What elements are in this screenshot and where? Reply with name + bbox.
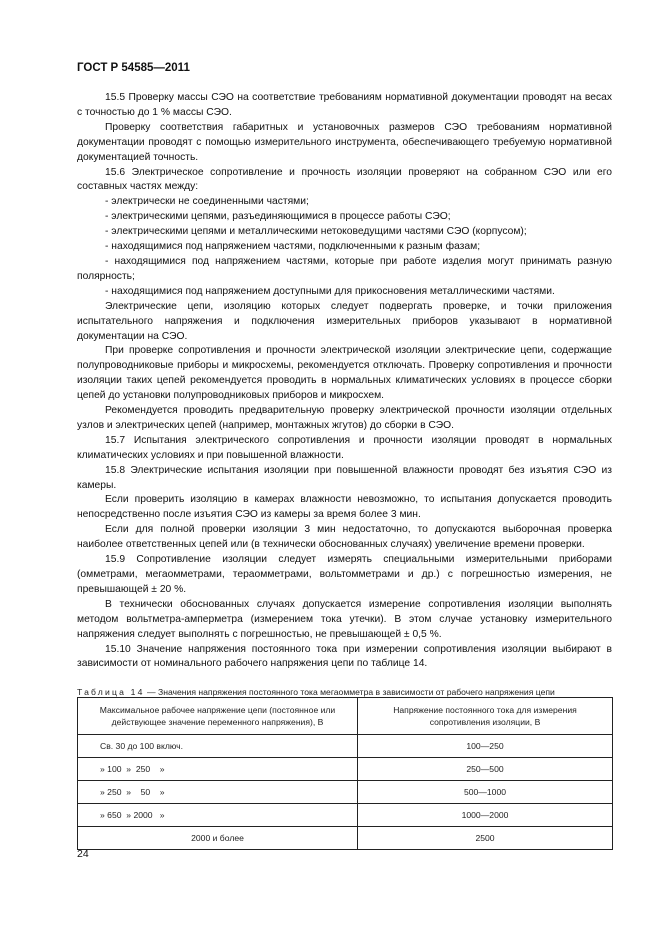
paragraph: Если для полной проверки изоляции 3 мин недостаточно, то допускаются выборочная проверка наиболее ответственных цепей или (в технически обоснованных случаях) увеличение времени проверки. <box>77 524 612 551</box>
paragraph: 15.6 Электрическое сопротивление и прочность изоляции проверяют на собранном СЭО или его составных частях между: <box>77 166 612 193</box>
table-cell: » 250 » 50 » <box>78 781 358 804</box>
table-cell: 500—1000 <box>358 781 613 804</box>
table-row <box>78 758 613 781</box>
table-row <box>78 804 613 827</box>
list-item: - электрическими цепями, разъединяющимися в процессе работы СЭО; <box>105 211 451 223</box>
paragraph: Электрические цепи, изоляцию которых следует подвергать проверке, и точки приложения испытательного напряжения и подключения измерительных приборов указывают в нормативной документации на СЭО. <box>77 300 612 342</box>
paragraph: 15.10 Значение напряжения постоянного тока при измерении сопротивления изоляции выбирают в зависимости от номинального рабочего напряжения цепи по таблице 14. <box>77 643 612 670</box>
voltage-table <box>77 697 613 850</box>
table-cell: 1000—2000 <box>358 804 613 827</box>
paragraph: Рекомендуется проводить предварительную проверку электрической прочности изоляции отдельных узлов и электрических цепей (например, монтажных жгутов) до сборки в СЭО. <box>77 405 612 431</box>
list-item: - электрически не соединенными частями; <box>105 196 309 208</box>
table-cell: Св. 30 до 100 включ. <box>78 735 358 758</box>
column-header: Максимальное рабочее напряжение цепи (постоянное или действующее значение переменного напряжения), В <box>78 698 358 735</box>
list-item: - находящимися под напряжением доступными для прикосновения металлическими частями. <box>105 285 555 297</box>
table-cell: 2500 <box>358 827 613 850</box>
table-cell: 100—250 <box>358 735 613 758</box>
table-cell: 250—500 <box>358 758 613 781</box>
body-text <box>77 91 612 672</box>
page-number: 24 <box>77 848 89 860</box>
paragraph: В технически обоснованных случаях допускается измерение сопротивления изоляции выполнять методом вольтметра-амперметра (измерением тока утечки). В этом случае установку измерительного напряжения следует выполнять с погрешностью, не превышающей ± 0,5 %. <box>77 598 612 640</box>
paragraph: Проверку соответствия габаритных и установочных размеров СЭО требованиям нормативной документации проводят с помощью измерительного инструмента, обеспечивающего требуемую нормативной документацией точность. <box>77 121 612 163</box>
table-cell: » 100 » 250 » <box>78 758 358 781</box>
table-cell: » 650 » 2000 » <box>78 804 358 827</box>
paragraph: Если проверить изоляцию в камерах влажности невозможно, то испытания допускается проводить непосредственно после изъятия СЭО из камеры за время более 3 мин. <box>77 494 612 521</box>
paragraph: При проверке сопротивления и прочности электрической изоляции электрические цепи, содержащие полупроводниковые приборы и микросхемы, рекомендуется отключать. Проверку сопротивления и прочности изоляции таких цепей рекомендуется проводить в нормальных климатических условиях в процессе сборки цепей до установки полупроводниковых приборов и микросхем. <box>77 345 612 402</box>
column-header: Напряжение постоянного тока для измерения сопротивления изоляции, В <box>358 698 613 735</box>
table-caption-label: Таблица 14 <box>77 687 145 697</box>
table-row <box>78 827 613 850</box>
paragraph: 15.5 Проверку массы СЭО на соответствие требованиям нормативной документации проводят на весах с точностью до 1 % массы СЭО. <box>77 92 612 118</box>
paragraph: 15.9 Сопротивление изоляции следует измерять специальными измерительными приборами (омметрами, мегаомметрами, тераомметрами, вольтомметрами и др.) с погрешностью измерения, не превышающей ± 20 %. <box>77 554 612 595</box>
table-caption-text: — Значения напряжения постоянного тока мегаомметра в зависимости от рабочего напряжения цепи <box>144 687 555 697</box>
list-item: - электрическими цепями и металлическими нетоковедущими частями СЭО (корпусом); <box>105 226 527 238</box>
document-header: ГОСТ Р 54585—2011 <box>77 62 190 74</box>
table-header-row <box>78 698 613 735</box>
paragraph: 15.7 Испытания электрического сопротивления и прочности изоляции проводят в нормальных климатических условиях и при повышенной влажности. <box>77 434 612 461</box>
list-item: - находящимися под напряжением частями, подключенными к разным фазам; <box>105 241 481 253</box>
table-cell: 2000 и более <box>78 827 358 850</box>
paragraph: 15.8 Электрические испытания изоляции при повышенной влажности проводят без изъятия СЭО из камеры. <box>77 464 612 491</box>
table-row <box>78 781 613 804</box>
list-item: - находящимися под напряжением частями, которые при работе изделия могут принимать разную полярность; <box>77 255 612 282</box>
table-row <box>78 735 613 758</box>
